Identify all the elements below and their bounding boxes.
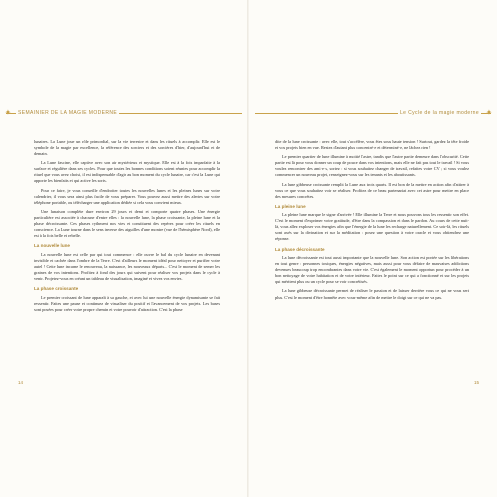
paragraph: dite de la lune croissante : avec elle, tout s'accélère, vous êtes sous haute tension ! Surtout, gardez la tête froide et vos projets bien en vue. Restez d'autant plus concentré·e et déterminé·e, ne lâchez rien ! (275, 139, 469, 151)
paragraph: Une lunaison complète dure environ 29 jours et demi et comporte quatre phases. Une énergie particulière est associée à chacune d'entre elles : la nouvelle lune, la phase croissante, la pleine lune et la phase décroissante. Ces phases rythment nos vies et constituent des repères pour créer les rituels en conscience. La Lune tourne dans le sens inverse des aiguilles d'une montre (vue de l'hémisphère Nord), elle est à la fois belle et rebelle. (34, 209, 220, 239)
page-number-right: 15 (473, 380, 479, 385)
paragraph: lunaires. La Lune joue un rôle primordial, sur la vie terrestre et dans les rituels à accomplir. Elle est le symbole de la magie par excellence, la référence des sorciers et des sorcières d'hier, d'aujourd'hui et de demain. (34, 139, 220, 157)
right-page (249, 0, 497, 497)
star-ornament-icon: ✦ (485, 108, 493, 117)
left-running-head: SEMAINIER DE LA MAGIE MODERNE (18, 110, 118, 116)
section-heading-new-moon: La nouvelle lune (34, 243, 70, 249)
paragraph: La pleine lune marque le signe d'arrivée ! Elle illumine la Terre et nous pouvons tous les ressentir son effet. C'est le moment d'exprimer votre gratitude, d'être dans la compassion et dans le pardon. Au cours de cette nuit-là, vous allez exploser vos énergies afin que l'énergie de la lune les recharge naturellement. Ce soir-là, les rituels sont axés sur la divination et sur la méditation : posez une question à votre oracle et vous obtiendrez une réponse. (275, 212, 469, 242)
paragraph: Le premier quartier de lune illumine à moitié l'astre, tandis que l'autre partie demeure dans l'obscurité. Cette partie est là pour vous donner un coup de pouce dans vos intentions, mais elle ne fait pas tout le travail ! Si vous voulez rencontrer des ami·e·s, sortez : si vous souhaitez changer de travail, refaites votre CV ; si vous voulez commencer un nouveau projet, renseignez-vous sur les tenants et les aboutissants. (275, 154, 469, 178)
left-page (0, 0, 248, 497)
paragraph: La lune gibbeuse croissante remplit la Lune aux trois quarts. Il est bon de la mettre en action afin d'attirer à vous ce que vous souhaitez voir se réaliser. Profitez de ce beau partenariat avec cet astre pour mettre en place des mesures concrètes. (275, 181, 469, 199)
star-ornament-icon: ✦ (4, 108, 12, 117)
section-heading-waxing: La phase croissante (34, 286, 79, 291)
paragraph: La nouvelle lune est celle par qui tout commence : elle ouvre le bal du cycle lunaire en devenant invisible et cachée dans l'ombre de la Terre. C'est d'ailleurs le moment idéal pour nettoyer et purifier votre autel ! Cette lune incarne le renouveau, la naissance, les nouveaux départs... C'est le moment de semer les graines de vos intentions. Profitez à fond des jours qui suivent pour réaliser vos projets dans le cycle à venir. Projetez-vous en créant un tableau de visualisation, imaginé et vivez vos envies. (34, 251, 220, 281)
right-page-body (275, 139, 469, 304)
page-number-left: 14 (18, 380, 24, 385)
section-heading-waning: La phase décroissante (275, 246, 325, 252)
right-running-header (255, 108, 491, 118)
paragraph: Pour ce faire, je vous conseille d'endroiter toutes les nouvelles lunes et les pleines lunes sur votre calendrier, il vous sera ainsi plus facile de vous préparer. Vous pouvez aussi mettre des alertes sur votre téléphone portable, ou télécharger une application dédiée si cela vous convient mieux. (34, 187, 220, 205)
left-page-body (34, 139, 220, 316)
section-heading-full-moon: La pleine lune (275, 203, 306, 209)
paragraph: La lune décroissante est tout aussi importante que la nouvelle lune. Son action est portée sur les libérations en tout genre : personnes toxiques, énergies négatives, mais aussi pour vous défaire de mauvaises addictions devenues beaucoup trop encombrantes dans votre vie. C'est également le moment opportun pour procéder à un bon nettoyage de votre habitation et de votre intérieur. Faites le point sur ce qui a fonctionné et sur les projets qui méritent plus ou un cycle pour se voir concrétisés. (275, 255, 469, 285)
paragraph: La Lune fascine, elle captive avec son air mystérieux et mystique. Elle est à la fois imparfaite à la surface et régulière dans ses cycles. Pour que toutes les bonnes conditions soient réunies pour accomplir la rituel que vous avez choisi, il est indispensable d'agir au bon moment du cycle lunaire, car c'est la Lune qui apporte les bienfaits et qui active les sorts. (34, 160, 220, 184)
paragraph: La lune gibbeuse décroissante permet de réaliser le passion et de laisser derrière vous ce qui ne vous sert plus. C'est le moment d'être honnête avec vous-même afin de mettre le doigt sur ce qui ne va pas. (275, 288, 469, 300)
left-running-header (6, 108, 242, 118)
paragraph: Le premier croissant de lune apparaît à sa gauche, et avec lui une nouvelle énergie dynamisante se fait ressentir. Faites une pause et continuez de visualiser du positif et l'avancement de vos projets. Les bases sont posées pour créer votre propre chemin et votre pouvoir d'attraction. C'est la phase (34, 294, 220, 312)
right-running-head: Le Cycle de la magie moderne (399, 110, 479, 116)
